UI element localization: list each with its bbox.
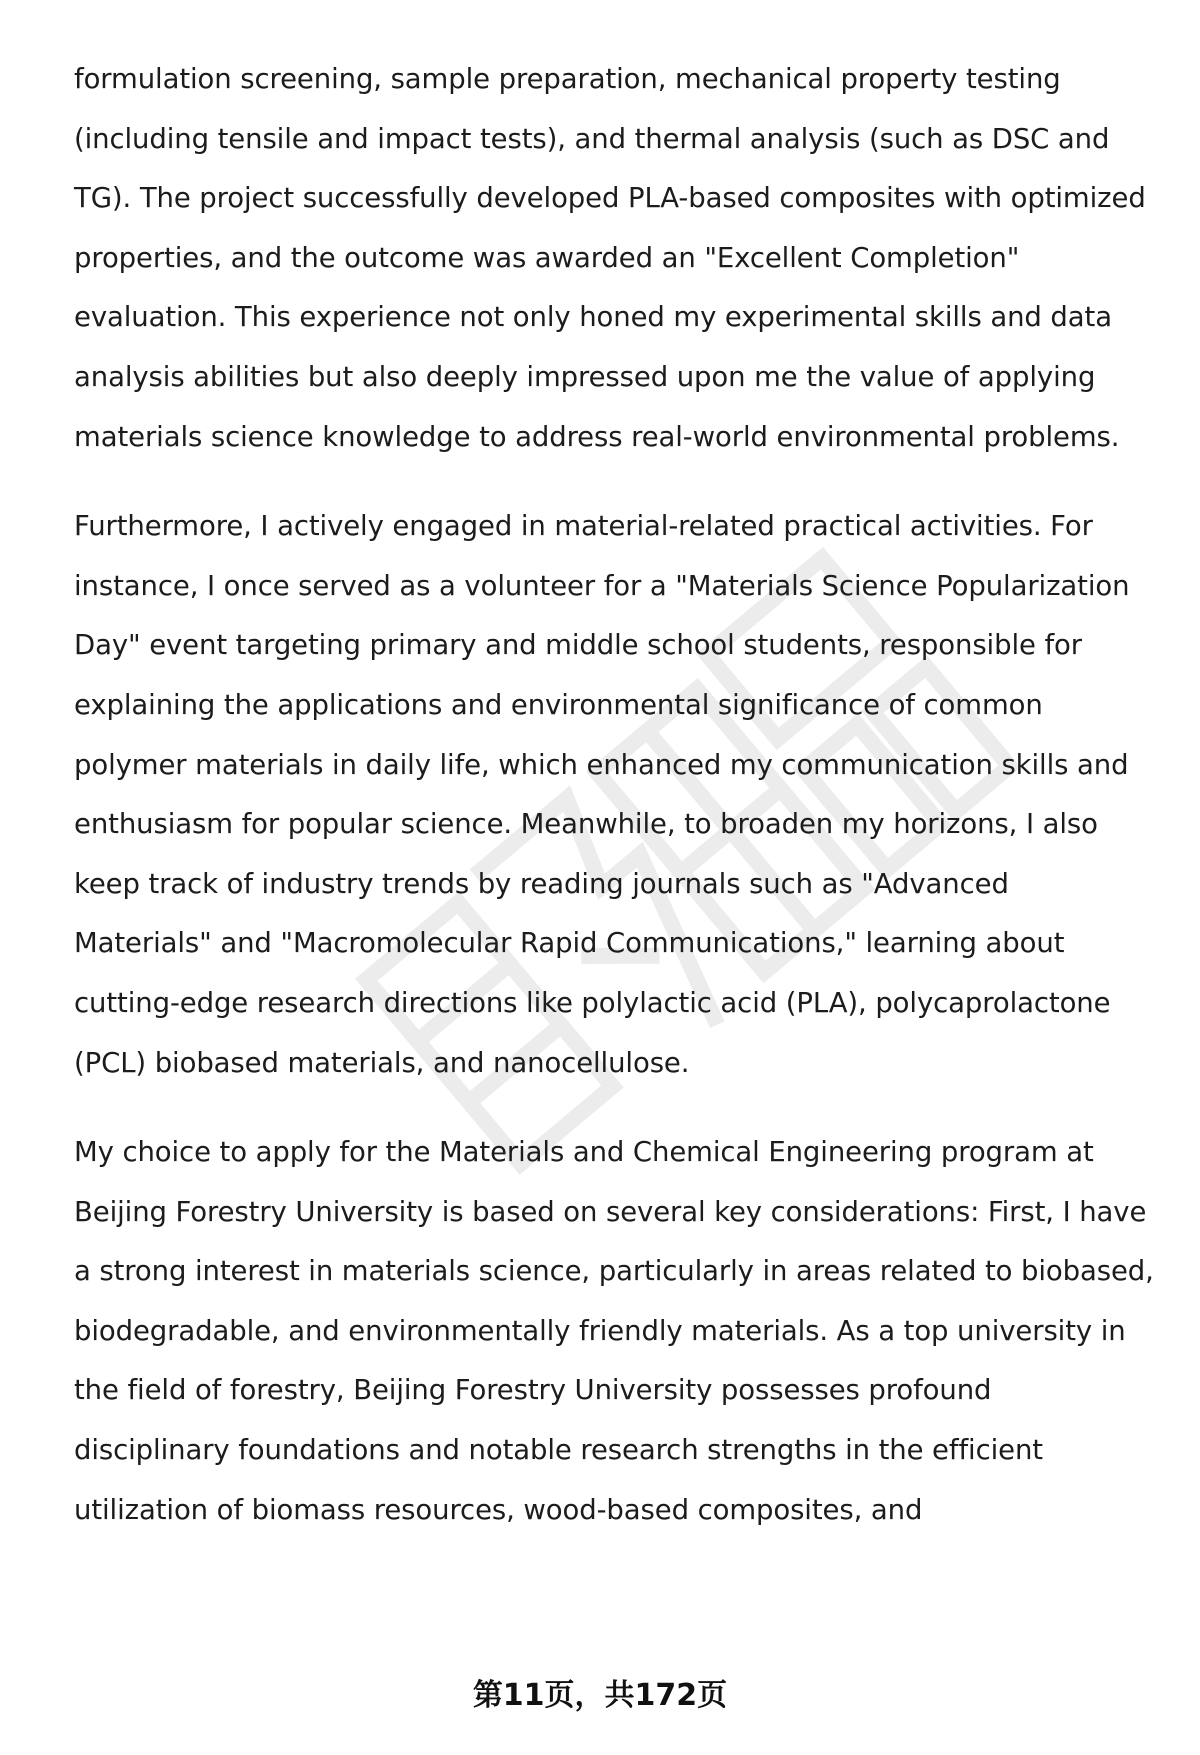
- paragraph-project-outcome: formulation screening, sample preparation, mechanical property testing (including tensile and impact tests), and thermal analysis (such as DSC and TG). The project successfully developed PLA-based composites with optimized properties, and the outcome was awarded an "Excellent Completion" evaluation. This experience not only honed my experimental skills and data analysis abilities but also deeply impressed upon me the value of applying materials science knowledge to address real-world environmental problems.: [74, 63, 1146, 453]
- paragraph-practical-activities: Furthermore, I actively engaged in material-related practical activities. For instance, I once served as a volunteer for a "Materials Science Popularization Day" event targeting primary and middle school students, responsible for explaining the applications and environmental significance of common polymer materials in daily life, which enhanced my communication skills and enthusiasm for popular science. Meanwhile, to broaden my horizons, I also keep track of industry trends by reading journals such as "Advanced Materials" and "Macromolecular Rapid Communications," learning about cutting-edge research directions like polylactic acid (PLA), polycaprolactone (PCL) biobased materials, and nanocellulose.: [74, 510, 1130, 1079]
- paragraph-program-choice: My choice to apply for the Materials and Chemical Engineering program at Beijing Forestry University is based on several key considerations: First, I have a strong interest in materials science, particularly in areas related to biobased, biodegradable, and environmentally friendly materials. As a top university in the field of forestry, Beijing Forestry University possesses profound disciplinary foundations and notable research strengths in the efficient utilization of biomass resources, wood-based composites, and: [74, 1136, 1154, 1526]
- page-number-footer: 第11页，共172页: [472, 1678, 728, 1713]
- document-page: [74, 50, 1154, 1540]
